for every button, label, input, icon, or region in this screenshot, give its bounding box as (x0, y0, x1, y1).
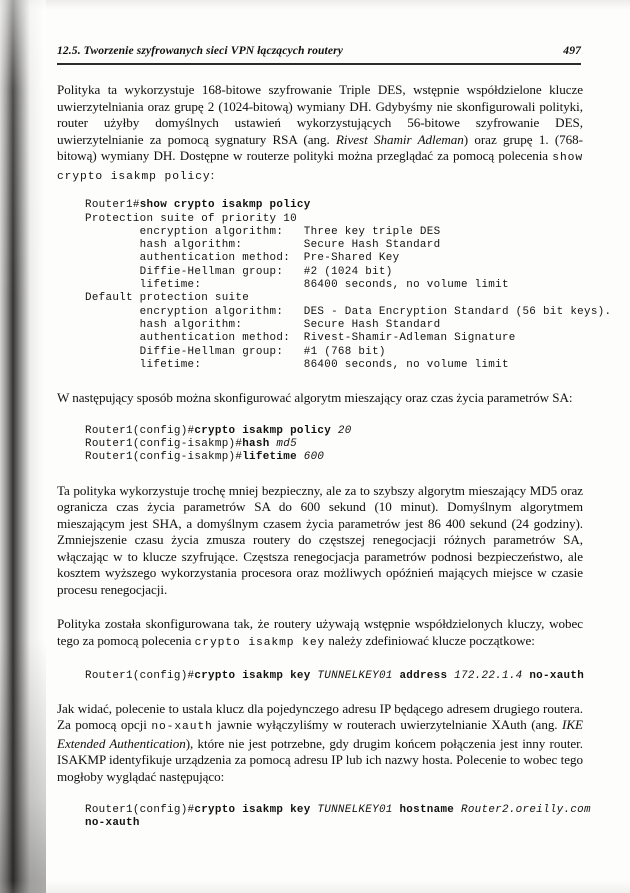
code-block-2-row-0-prompt: Router1(config)# (85, 424, 195, 437)
running-head (57, 44, 581, 57)
code-block-3-command-3: no-xauth (522, 669, 585, 682)
paragraph-3: Ta polityka wykorzystuje trochę mniej bezpieczny, ale za to szybszy algorytm mieszający MD5 oraz ogranicza czas życia parametrów SA do 600 sekund (10 minut). Domyślnym algorytmem mieszającym jest SHA, a domyślnym czasem życia parametrów jest 86 400 sekund (24 godziny). Zmniejszenie czasu życia zmusza routery do częstszej renegocjacji różnych parametrów SA, włączając w to klucze szyfrujące. Częstsza renegocjacja parametrów podnosi bezpieczeństwo, ale kosztem wyższego wykorzystania procesora oraz możliwych opóźnień mających miejsce w czasie procesu renegocjacji. (57, 482, 583, 597)
code-block-4-wrapper (57, 803, 591, 831)
header-rule (57, 63, 581, 65)
body-column (57, 82, 612, 830)
paragraph-1-text-b: ) oraz grupę 1. (768-bitową) wymiany DH. Dostępne w routerze polityki można przeglądać za pomocą polecenia (57, 131, 583, 164)
code-block-2-row-1-prompt: Router1(config-isakmp)# (85, 437, 243, 450)
code-block-3-prompt: Router1(config)# (85, 669, 195, 682)
paragraph-4-inline-code: crypto isakmp key (194, 636, 326, 649)
code-block-1-line-2: hash algorithm: Secure Hash Standard (85, 239, 441, 252)
code-block-2-row-2-arg: 600 (303, 451, 325, 464)
running-head-title: 12.5. Tworzenie szyfrowanych sieci VPN łączących routery (57, 44, 343, 57)
paragraph-1-inline-code: show crypto isakmp policy (57, 152, 583, 183)
code-block-2-wrapper (57, 425, 583, 465)
paragraph-1-text-c: : (210, 166, 215, 182)
code-block-3-wrapper (57, 670, 583, 683)
code-block-1-command: show crypto isakmp policy (139, 199, 311, 212)
paragraph-5 (57, 701, 583, 786)
code-block-2-row-2-prompt: Router1(config-isakmp)# (85, 451, 243, 464)
code-block-1-line-1: encryption algorithm: Three key triple DES (85, 225, 441, 238)
paragraph-4-text-a: Polityka została skonfigurowana tak, że routery używają wstępnie współdzielonych kluczy, wobec tego za pomocą polecenia (57, 616, 583, 648)
code-block-2-row-0-arg: 20 (337, 424, 352, 437)
paragraph-5-text-b: jawnie wyłączyliśmy w routerach uwierzytelnianie XAuth (ang. (212, 717, 563, 733)
paragraph-5-italic: IKE Extended Authentication (57, 717, 583, 751)
code-block-4-command-2: hostname (392, 803, 461, 816)
code-block-2 (85, 425, 583, 465)
paragraph-4-text-b: należy zdefiniować klucze początkowe: (325, 632, 535, 648)
code-block-3 (85, 670, 583, 683)
code-block-4-command-1: crypto isakmp key (194, 803, 318, 816)
paragraph-2: W następujący sposób można skonfigurować algorytm mieszający oraz czas życia parametrów SA: (57, 390, 573, 406)
code-block-3-command-2: address (392, 669, 455, 682)
code-block-1-line-3: authentication method: Pre-Shared Key (85, 252, 400, 265)
code-block-4-prompt: Router1(config)# (85, 803, 195, 816)
code-block-1-line-8: hash algorithm: Secure Hash Standard (85, 318, 441, 331)
code-block-2-row-2-command: lifetime (242, 451, 304, 464)
code-block-3-arg-2: 172.22.1.4 (454, 669, 523, 682)
paragraph-5-inline-code: no-xauth (151, 721, 213, 734)
code-block-2-row-1-command: hash (242, 437, 277, 450)
code-block-1 (85, 199, 612, 372)
code-block-1-line-11: lifetime: 86400 seconds, no volume limit (85, 358, 509, 371)
code-block-1-line-7: encryption algorithm: DES - Data Encryption Standard (56 bit keys). (85, 305, 612, 318)
code-block-1-line-6: Default protection suite (85, 292, 250, 305)
code-block-1-line-5: lifetime: 86400 seconds, no volume limit (85, 279, 509, 292)
code-block-1-line-4: Diffie-Hellman group: #2 (1024 bit) (85, 265, 393, 278)
code-block-1-prompt: Router1# (85, 199, 140, 212)
code-block-1-line-9: authentication method: Rivest-Shamir-Adleman Signature (85, 332, 516, 345)
code-block-1-line-10: Diffie-Hellman group: #1 (768 bit) (85, 345, 386, 358)
paragraph-5-text-c: ), które nie jest potrzebne, gdy drugim końcem połączenia jest inny router. ISAKMP identyfikuje urządzenia za pomocą adresu IP lub ich nazwy hosta. Polecenie to wobec tego mogłoby wyglądać następująco: (57, 735, 583, 784)
page-number: 497 (563, 44, 581, 57)
code-block-3-arg-1: TUNNELKEY01 (317, 669, 393, 682)
code-block-4-command-3: no-xauth (85, 816, 140, 829)
code-block-1-wrapper (57, 199, 612, 372)
code-block-4-arg-2: Router2.oreilly.com (460, 803, 591, 816)
code-block-1-line-0: Protection suite of priority 10 (85, 212, 297, 225)
code-block-4-arg-1: TUNNELKEY01 (317, 803, 393, 816)
paragraph-1-italic: Rivest Shamir Adleman (335, 131, 464, 147)
code-block-2-row-1-arg: md5 (276, 437, 297, 450)
code-block-4 (85, 803, 591, 831)
paragraph-5-text-a: Jak widać, polecenie to ustala klucz dla pojedynczego adresu IP będącego adresem drugiego routera. Za pomocą opcji (57, 700, 583, 733)
paragraph-1 (57, 82, 583, 185)
paragraph-1-text-a: Polityka ta wykorzystuje 168-bitowe szyfrowanie Triple DES, wstępnie współdzielone klucze uwierzytelniania oraz grupę 2 (1024-bitową) wymiany DH. Gdybyśmy nie skonfigurowali polityki, router użyłby domyślnych ustawień wykorzystujących 56-bitowe szyfrowanie DES, uwierzytelnianie za pomocą sygnatury RSA (ang. (57, 82, 583, 147)
paragraph-4 (57, 616, 583, 651)
code-block-3-command-1: crypto isakmp key (194, 669, 318, 682)
code-block-2-row-0-command: crypto isakmp policy (194, 424, 338, 437)
